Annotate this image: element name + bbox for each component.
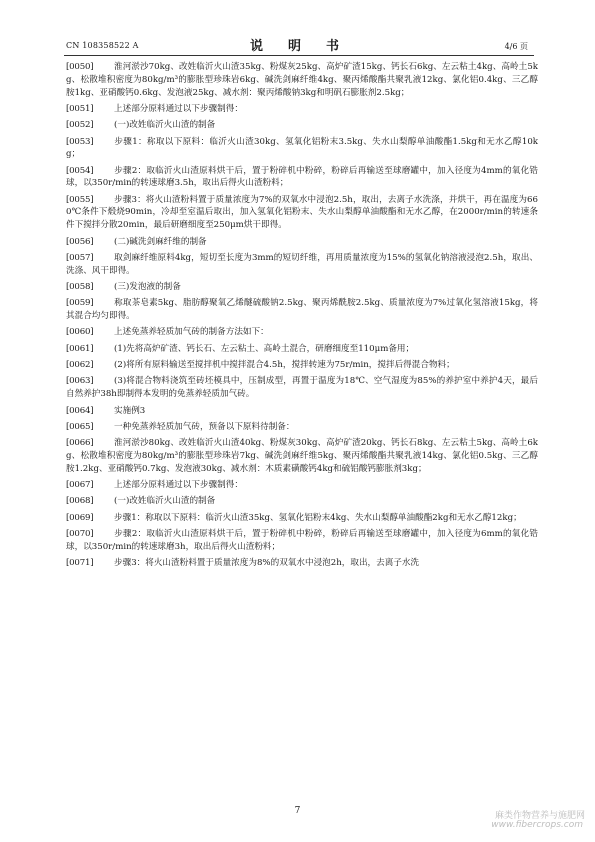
paragraph <box>66 557 538 570</box>
paragraph-number: [0069] <box>66 512 94 523</box>
paragraph-text: (二)碱洗剑麻纤维的制备 <box>114 236 207 247</box>
paragraph-number: [0071] <box>66 558 94 569</box>
page-number: 7 <box>294 806 301 816</box>
paragraph-text: (一)改姓临沂火山渣的制备 <box>114 120 216 131</box>
paragraph-number: [0059] <box>66 298 94 309</box>
header-divider <box>64 55 534 56</box>
watermark-site-name: 麻类作物营养与施肥网 <box>494 811 585 821</box>
page-indicator: 4/6 页 <box>504 42 528 51</box>
paragraph <box>66 405 538 418</box>
paragraph-text: 步骤3：将火山渣粉料置于质量浓度为7%的双氧水中浸泡2.5h，取出，去离子水洗涤，并烘干，再在温度为660℃条件下煅烧90min，冷却至室温后取出，加入氢氧化铝粉末、失水山梨醇单油酸酯和无水乙醇，在2000r/min的转速条件下搅拌分散20min，最后研磨细度至250μm烘干即得。 <box>66 194 538 231</box>
paragraph-number: [0060] <box>66 327 94 338</box>
patent-number: CN 108358522 A <box>66 41 139 50</box>
paragraph <box>66 236 538 249</box>
paragraph <box>66 479 538 492</box>
paragraph-number: [0063] <box>66 376 94 387</box>
paragraph-number: [0052] <box>66 120 94 131</box>
document-body <box>66 61 538 574</box>
paragraph-text: (2)将所有原料输送至搅拌机中搅拌混合4.5h，搅拌转速为75r/min，搅拌后得混合物料； <box>114 360 455 371</box>
paragraph-number: [0055] <box>66 194 94 205</box>
paragraph <box>66 495 538 508</box>
paragraph <box>66 326 538 339</box>
paragraph <box>66 136 538 162</box>
paragraph <box>66 252 538 278</box>
paragraph-text: 上述部分原料通过以下步骤制得： <box>114 480 243 491</box>
paragraph <box>66 421 538 434</box>
paragraph-number: [0065] <box>66 421 94 432</box>
paragraph-text: 步骤1：称取以下原料：临沂火山渣35kg、氢氧化铝粉末4kg、失水山梨醇单油酸酯2kg和无水乙醇12kg； <box>114 512 522 523</box>
paragraph <box>66 359 538 372</box>
paragraph-text: 称取茶皂素5kg、脂肪醇聚氧乙烯醚硫酸钠2.5kg、聚丙烯酰胺2.5kg、质量浓度为7%过氧化氢溶液15kg，将其混合均匀即得。 <box>66 298 538 322</box>
paragraph-number: [0056] <box>66 236 94 247</box>
paragraph-number: [0062] <box>66 360 94 371</box>
paragraph-number: [0053] <box>66 136 94 147</box>
paragraph-text: 实施例3 <box>114 405 146 416</box>
paragraph-text: 步骤1：称取以下原料：临沂火山渣30kg、氢氧化铝粉末3.5kg、失水山梨醇单油酸酯1.5kg和无水乙醇10kg； <box>66 136 538 160</box>
paragraph <box>66 281 538 294</box>
paragraph-text: 取剑麻纤维原料4kg，短切至长度为3mm的短切纤维，再用质量浓度为15%的氢氧化钠溶液浸泡2.5h，取出、洗涤、风干即得。 <box>66 252 538 276</box>
paragraph <box>66 119 538 132</box>
paragraph-text: 淮河淤沙70kg、改姓临沂火山渣35kg、粉煤灰25kg、高炉矿渣15kg、钙长石6kg、左云粘土4kg、高岭土5kg、松散堆积密度为80kg/m³的膨胀型珍珠岩6kg、碱洗剑麻纤维4kg、聚丙烯酸酯共聚乳液12kg、氯化铝0.4kg、三乙醇胺1kg、亚硝酸钙0.6kg、发泡液25kg、减水剂：聚丙烯酸钠3kg和明矾石膨胀剂2.5kg； <box>66 62 538 98</box>
paragraph <box>66 528 538 554</box>
paragraph <box>66 343 538 356</box>
paragraph-text: 上述免蒸养轻质加气砖的制备方法如下： <box>114 327 269 338</box>
paragraph <box>66 375 538 401</box>
paragraph <box>66 512 538 525</box>
paragraph-number: [0050] <box>66 62 94 72</box>
paragraph-text: (一)改姓临沂火山渣的制备 <box>114 496 216 507</box>
paragraph-text: 上述部分原料通过以下步骤制得： <box>114 103 243 114</box>
paragraph-text: (1)先将高炉矿渣、钙长石、左云粘土、高岭土混合，研磨细度至110μm备用； <box>114 343 415 354</box>
paragraph-number: [0054] <box>66 165 94 176</box>
paragraph <box>66 437 538 475</box>
paragraph-text: (3)将混合物料浇筑至砖坯模具中，压制成型，再置于温度为18℃、空气湿度为85%的养护室中养护4天，最后自然养护38h即制得本发明的免蒸养轻质加气砖。 <box>66 376 538 400</box>
paragraph <box>66 297 538 323</box>
paragraph <box>66 61 538 99</box>
paragraph-text: 步骤2：取临沂火山渣原料烘干后，置于粉碎机中粉碎，粉碎后再输送至球磨罐中，加入径度为4mm的氧化锆球，以350r/min的转速球磨3.5h，取出后得火山渣粉料； <box>66 165 538 189</box>
paragraph-number: [0068] <box>66 496 94 507</box>
page-title: 说 明 书 <box>249 39 345 54</box>
paragraph <box>66 103 538 116</box>
paragraph-text: 步骤2：取临沂火山渣原料烘干后，置于粉碎机中粉碎，粉碎后再输送至球磨罐中，加入径度为6mm的氧化锆球，以350r/min的转速球磨3h，取出后得火山渣粉料； <box>66 529 538 552</box>
paragraph-text: 步骤3：将火山渣粉料置于质量浓度为8%的双氧水中浸泡2h，取出，去离子水洗 <box>114 558 420 569</box>
paragraph-text: 淮河淤沙80kg、改姓临沂火山渣40kg、粉煤灰30kg、高炉矿渣20kg、钙长石8kg、左云粘土5kg、高岭土6kg、松散堆积密度为80kg/m³的膨胀型珍珠岩7kg、碱洗剑麻纤维5kg、聚丙烯酸酯共聚乳液14kg、氯化铝0.5kg、三乙醇胺1.2kg、亚硝酸钙0.7kg、发泡液30kg、减水剂：木质素磺酸钙4kg和硫铝酸钙膨胀剂3kg； <box>66 438 538 474</box>
paragraph-text: (三)发泡液的制备 <box>114 282 181 292</box>
paragraph-number: [0051] <box>66 103 94 114</box>
paragraph-number: [0070] <box>66 529 94 540</box>
watermark-url: www.fibercrops.com <box>491 820 583 830</box>
paragraph <box>66 165 538 191</box>
paragraph-number: [0058] <box>66 282 94 292</box>
paragraph-text: 一种免蒸养轻质加气砖，预备以下原料待制备： <box>114 421 295 432</box>
paragraph-number: [0061] <box>66 343 94 354</box>
paragraph-number: [0057] <box>66 252 94 263</box>
paragraph-number: [0066] <box>66 438 94 449</box>
paragraph-number: [0067] <box>66 480 94 491</box>
paragraph <box>66 194 538 232</box>
paragraph-number: [0064] <box>66 405 94 416</box>
